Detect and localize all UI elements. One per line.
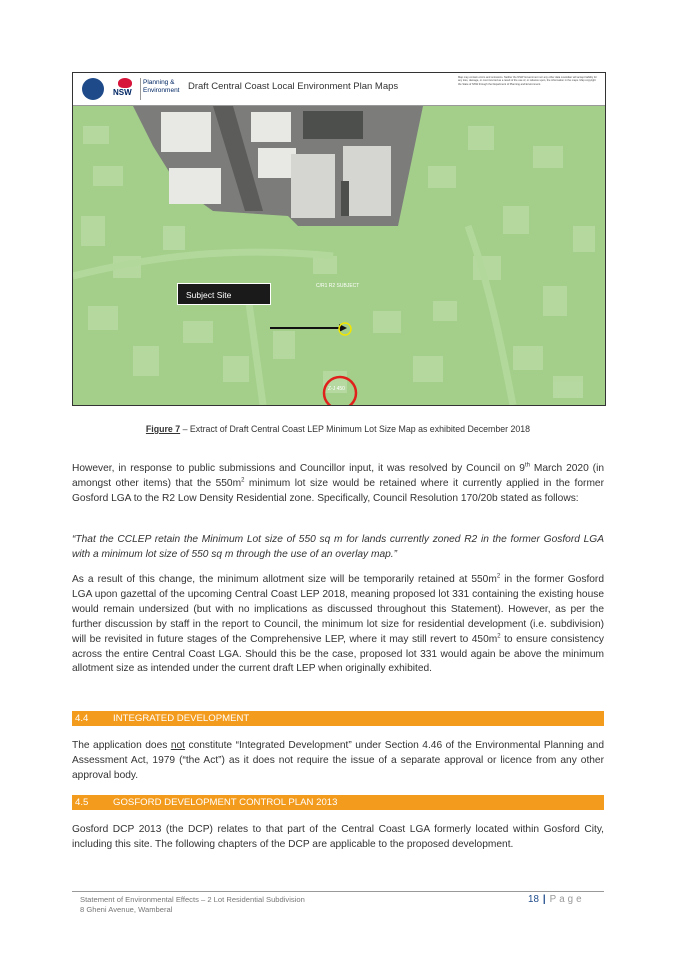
para3-text-b: constitute “Integrated Development” under Section 4.46 of the Environmental Planning and Assessment Act, 1979 (“the Act”) as it does not require the issue of a separate approval or licence from any other approval body.	[72, 740, 604, 781]
section-heading-4-5	[72, 795, 604, 810]
figure-caption	[72, 424, 604, 434]
waratah-icon	[118, 78, 132, 88]
nsw-government-logo	[111, 78, 139, 100]
footer-divider	[72, 891, 604, 892]
section-title: GOSFORD DEVELOPMENT CONTROL PLAN 2013	[113, 797, 338, 808]
section-number: 4.4	[75, 713, 89, 724]
para2-sup: 2	[496, 573, 501, 580]
page-number: 18	[528, 894, 539, 905]
footer-page-number	[528, 894, 585, 905]
paragraph-integrated-development	[72, 739, 604, 784]
map-imagery	[73, 106, 605, 405]
map-title: Draft Central Coast Local Environment Plan Maps	[188, 81, 399, 92]
para1-sup2: 2	[241, 477, 245, 484]
para2-text-b: in the former Gosford LGA upon gazettal of the upcoming Central Coast LEP 2018, meaning proposed lot 331 containing the existing house would remain undersized (but with no implications as discussed throughout this Statement). However, as per the further discussion by staff in the report to Council, the minimum lot size for residential development (i.e. subdivision) will be revisited in future stages of the Comprehensive LEP, where it may still revert to 450m	[72, 574, 604, 645]
para1-sup: th	[524, 462, 530, 469]
resolution-quote: “That the CCLEP retain the Minimum Lot size of 550 sq m for lands currently zoned R2 in the former Gosford LGA with a minimum lot size of 550 sq m through the use of an overlay map.”	[72, 534, 604, 560]
map-lot-size-label: Z-J 450	[328, 386, 345, 392]
figure-caption-text: – Extract of Draft Central Coast LEP Minimum Lot Size Map as exhibited December 2018	[180, 424, 531, 434]
section-heading-4-4	[72, 711, 604, 726]
para3-underlined-not: not	[170, 740, 185, 751]
agency-name	[143, 79, 180, 95]
map-header	[73, 73, 605, 106]
para3-text-a: The application does	[72, 740, 171, 751]
map-zone-label: C/R1 R2 SUBJECT	[316, 283, 360, 289]
figure-label: Figure 7	[145, 424, 181, 434]
footer-document-title: Statement of Environmental Effects – 2 Lot Residential Subdivision	[80, 895, 305, 904]
section-number: 4.5	[75, 797, 89, 808]
para2-sup2: 2	[497, 633, 501, 640]
paragraph-lot-size-change	[72, 573, 604, 677]
section-title: INTEGRATED DEVELOPMENT	[113, 713, 250, 724]
agency-line-1: Planning &	[143, 79, 175, 86]
central-coast-council-logo	[82, 78, 104, 100]
para2-text-a: As a result of this change, the minimum allotment size will be temporarily retained at 550m	[72, 574, 497, 585]
para1-text-a: However, in response to public submissions and Councillor input, it was resolved by Council on 9	[72, 463, 525, 474]
para2-text-c: to ensure consistency across the entire Central Coast LGA. Should this be the case, proposed lot 331 would again be above the minimum allotment size as intended under the current draft LEP when originally exhibited.	[72, 633, 604, 675]
page-word: Page	[549, 894, 585, 905]
map-figure	[72, 72, 606, 406]
map-disclaimer: Map may contain errors and omissions. Neither the NSW Government nor any other data custodian will accept liability for any loss, damage, or cost incurred as a result of the use of, or reliance upon, the information in the maps. Map copyright the State of NSW through the Department of Planning and Environment.	[458, 76, 597, 86]
subject-site-label: Subject Site	[177, 283, 271, 305]
aerial-map	[73, 106, 605, 405]
footer-document-info	[80, 895, 305, 915]
paragraph-gosford-dcp: Gosford DCP 2013 (the DCP) relates to that part of the Central Coast LGA formerly located within Gosford City, including this site. The following chapters of the DCP are applicable to the proposed development.	[72, 824, 604, 850]
logo-divider	[140, 78, 141, 100]
para1-text-b: March 2020 (in amongst other items) that the 550m	[72, 463, 605, 489]
page-separator: |	[542, 894, 546, 905]
nsw-text: NSW	[113, 88, 132, 97]
agency-line-2: Environment	[143, 87, 180, 94]
footer-address: 8 Gheni Avenue, Wamberal	[80, 905, 173, 914]
para1-text-c: minimum lot size would be retained where it currently applied in the former Gosford LGA to the R2 Low Density Residential zone. Specifically, Council Resolution 170/20b stated as follows:	[72, 477, 604, 504]
paragraph-council-resolution	[72, 462, 604, 507]
